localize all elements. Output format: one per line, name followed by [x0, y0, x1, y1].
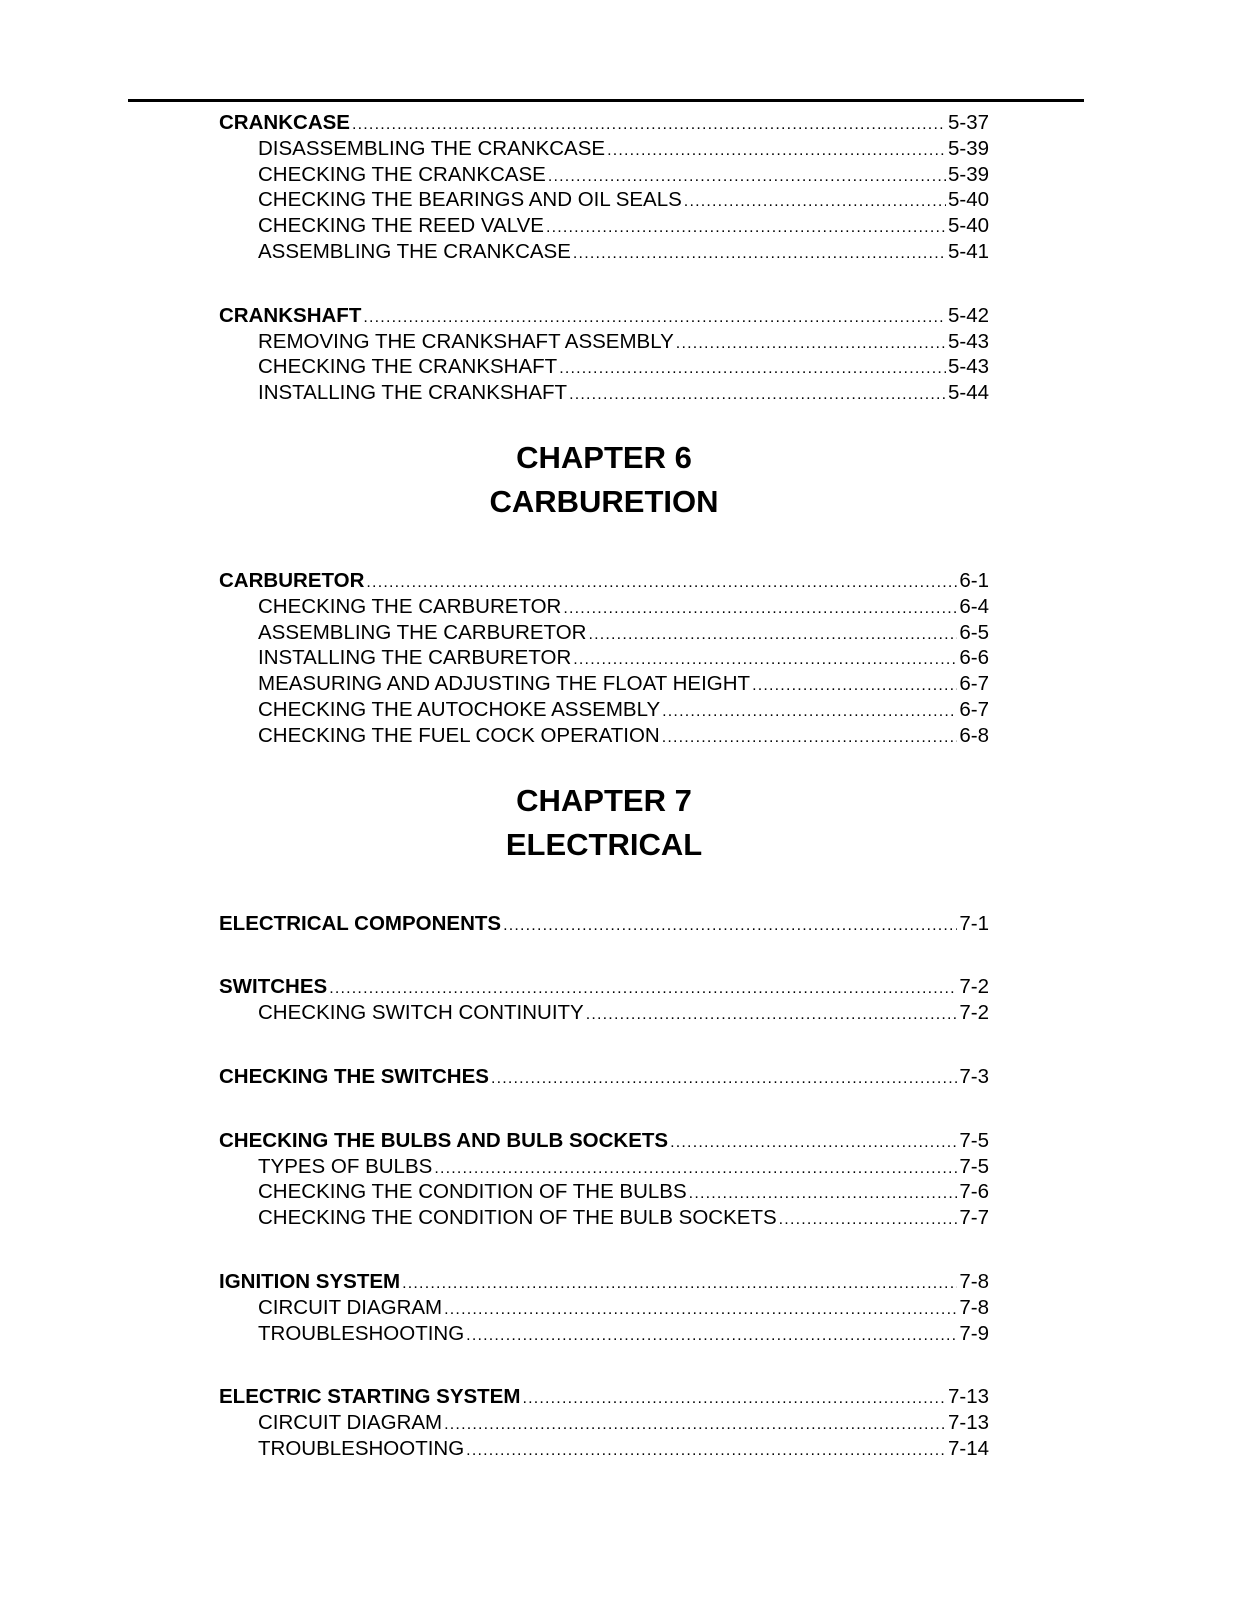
entry-page-number: 5-40 — [947, 214, 989, 238]
entry-page-number: 7-5 — [959, 1154, 989, 1178]
entry-page-number: 6-7 — [959, 697, 989, 721]
dot-leader — [676, 331, 946, 357]
entry-title: CHECKING THE BULBS AND BULB SOCKETS — [219, 1128, 669, 1152]
toc-entry[interactable] — [219, 213, 989, 239]
toc-entry[interactable] — [219, 1410, 989, 1436]
toc-section-heading[interactable] — [219, 1128, 989, 1154]
entry-title: CHECKING THE AUTOCHOKE ASSEMBLY — [258, 697, 661, 721]
dot-leader — [548, 164, 946, 190]
dot-leader — [573, 647, 957, 673]
entry-page-number: 6-8 — [959, 723, 989, 747]
toc-entry[interactable] — [219, 239, 989, 265]
entry-page-number: 7-8 — [959, 1269, 989, 1293]
dot-leader — [363, 305, 946, 331]
dot-leader — [662, 725, 958, 751]
toc-section — [219, 1128, 989, 1231]
dot-leader — [670, 1130, 957, 1156]
dot-leader — [522, 1386, 946, 1412]
chapter6-heading — [219, 436, 989, 524]
entry-title: ELECTRICAL COMPONENTS — [219, 911, 502, 935]
entry-page-number: 6-6 — [959, 646, 989, 670]
toc-entry[interactable] — [219, 162, 989, 188]
entry-page-number: 7-2 — [959, 975, 989, 999]
toc-entry[interactable] — [219, 136, 989, 162]
entry-page-number: 7-14 — [947, 1436, 989, 1460]
dot-leader — [329, 976, 957, 1002]
dot-leader — [569, 382, 946, 408]
toc-section — [219, 974, 989, 1026]
entry-title: CHECKING THE CRANKCASE — [258, 162, 546, 186]
entry-page-number: 7-6 — [959, 1180, 989, 1204]
dot-leader — [466, 1323, 957, 1349]
toc-chapter6 — [219, 568, 989, 749]
section-gap — [219, 1026, 989, 1064]
dot-leader — [352, 112, 946, 138]
dot-leader — [586, 1002, 958, 1028]
toc-section-heading[interactable] — [219, 974, 989, 1000]
entry-page-number: 6-4 — [959, 594, 989, 618]
entry-page-number: 5-39 — [947, 162, 989, 186]
dot-leader — [607, 138, 946, 164]
entry-page-number: 7-13 — [947, 1411, 989, 1435]
toc-section — [219, 1269, 989, 1346]
entry-title: TROUBLESHOOTING — [258, 1436, 465, 1460]
dot-leader — [779, 1207, 958, 1233]
chapter-title: ELECTRICAL — [505, 826, 703, 862]
dot-leader — [444, 1297, 957, 1323]
entry-title: ELECTRIC STARTING SYSTEM — [219, 1385, 521, 1409]
toc-entry[interactable] — [219, 1000, 989, 1026]
entry-title: SWITCHES — [219, 975, 328, 999]
dot-leader — [588, 622, 957, 648]
toc-chapter7 — [219, 911, 989, 1462]
section-gap — [219, 265, 989, 303]
toc-section — [219, 911, 989, 937]
entry-title: ASSEMBLING THE CRANKCASE — [258, 239, 571, 263]
entry-page-number: 6-1 — [959, 568, 989, 592]
entry-title: CHECKING THE CONDITION OF THE BULB SOCKETS — [258, 1206, 777, 1230]
entry-title: DISASSEMBLING THE CRANKCASE — [258, 136, 606, 160]
dot-leader — [752, 673, 957, 699]
toc-entry[interactable] — [219, 671, 989, 697]
toc-section — [219, 1064, 989, 1090]
chapter-number: CHAPTER 6 — [516, 439, 692, 475]
entry-title: CIRCUIT DIAGRAM — [258, 1411, 443, 1435]
entry-page-number: 5-44 — [947, 381, 989, 405]
toc-entry[interactable] — [219, 1205, 989, 1231]
entry-page-number: 7-1 — [959, 911, 989, 935]
entry-page-number: 5-40 — [947, 188, 989, 212]
toc-section-heading[interactable] — [219, 568, 989, 594]
toc-entry[interactable] — [219, 697, 989, 723]
section-gap — [219, 1090, 989, 1128]
toc-section-heading[interactable] — [219, 1269, 989, 1295]
entry-title: CHECKING THE CONDITION OF THE BULBS — [258, 1180, 687, 1204]
entry-page-number: 7-8 — [959, 1295, 989, 1319]
toc-entry[interactable] — [219, 1179, 989, 1205]
entry-title: INSTALLING THE CRANKSHAFT — [258, 381, 568, 405]
toc-section-heading[interactable] — [219, 110, 989, 136]
dot-leader — [434, 1156, 957, 1182]
entry-title: REMOVING THE CRANKSHAFT ASSEMBLY — [258, 329, 674, 353]
chapter7-heading — [219, 779, 989, 867]
dot-leader — [684, 189, 946, 215]
entry-title: CHECKING THE REED VALVE — [258, 214, 544, 238]
chapter-title: CARBURETION — [489, 483, 719, 519]
entry-title: CHECKING THE SWITCHES — [219, 1064, 489, 1088]
entry-title: CHECKING THE CARBURETOR — [258, 594, 562, 618]
toc-chapter5-continued — [219, 110, 989, 406]
entry-page-number: 7-7 — [959, 1206, 989, 1230]
dot-leader — [573, 241, 946, 267]
entry-page-number: 7-2 — [959, 1001, 989, 1025]
toc-entry[interactable] — [219, 1154, 989, 1180]
toc-section — [219, 568, 989, 749]
section-gap — [219, 1231, 989, 1269]
entry-title: TROUBLESHOOTING — [258, 1321, 465, 1345]
dot-leader — [559, 356, 946, 382]
toc-section — [219, 110, 989, 265]
dot-leader — [546, 215, 946, 241]
entry-page-number: 5-43 — [947, 329, 989, 353]
toc-entry[interactable] — [219, 1321, 989, 1347]
entry-page-number: 7-3 — [959, 1064, 989, 1088]
toc-entry[interactable] — [219, 620, 989, 646]
entry-page-number: 5-42 — [947, 303, 989, 327]
toc-entry[interactable] — [219, 187, 989, 213]
dot-leader — [466, 1438, 946, 1464]
dot-leader — [662, 699, 957, 725]
table-of-contents — [219, 110, 989, 1462]
toc-entry[interactable] — [219, 1295, 989, 1321]
section-gap — [219, 936, 989, 974]
entry-title: CHECKING THE BEARINGS AND OIL SEALS — [258, 188, 682, 212]
toc-section — [219, 1384, 989, 1461]
entry-page-number: 5-41 — [947, 239, 989, 263]
toc-entry[interactable] — [219, 329, 989, 355]
entry-page-number: 7-5 — [959, 1128, 989, 1152]
entry-title: CIRCUIT DIAGRAM — [258, 1295, 443, 1319]
entry-title: CRANKCASE — [219, 111, 350, 134]
toc-entry[interactable] — [219, 645, 989, 671]
entry-page-number: 5-43 — [947, 355, 989, 379]
entry-title: TYPES OF BULBS — [258, 1154, 433, 1178]
toc-entry[interactable] — [219, 594, 989, 620]
entry-page-number: 7-13 — [947, 1385, 989, 1409]
entry-title: ASSEMBLING THE CARBURETOR — [258, 620, 587, 644]
dot-leader — [402, 1271, 957, 1297]
entry-page-number: 6-7 — [959, 672, 989, 696]
entry-title: CRANKSHAFT — [219, 303, 362, 327]
header-rule — [128, 99, 1084, 102]
dot-leader — [503, 913, 957, 939]
entry-page-number: 6-5 — [959, 620, 989, 644]
entry-title: CHECKING SWITCH CONTINUITY — [258, 1001, 584, 1025]
toc-section-heading[interactable] — [219, 1384, 989, 1410]
toc-entry[interactable] — [219, 354, 989, 380]
chapter-number: CHAPTER 7 — [516, 782, 692, 818]
toc-entry[interactable] — [219, 1436, 989, 1462]
toc-entry[interactable] — [219, 723, 989, 749]
toc-section — [219, 303, 989, 406]
entry-title: CHECKING THE CRANKSHAFT — [258, 355, 558, 379]
dot-leader — [491, 1066, 957, 1092]
entry-page-number: 5-37 — [947, 111, 989, 134]
entry-page-number: 5-39 — [947, 136, 989, 160]
toc-section-heading[interactable] — [219, 303, 989, 329]
toc-section-heading[interactable] — [219, 911, 989, 937]
entry-title: CHECKING THE FUEL COCK OPERATION — [258, 723, 660, 747]
entry-title: CARBURETOR — [219, 568, 365, 592]
entry-title: INSTALLING THE CARBURETOR — [258, 646, 572, 670]
dot-leader — [366, 570, 957, 596]
dot-leader — [444, 1412, 946, 1438]
dot-leader — [689, 1181, 958, 1207]
entry-title: IGNITION SYSTEM — [219, 1269, 401, 1293]
toc-entry[interactable] — [219, 380, 989, 406]
entry-title: MEASURING AND ADJUSTING THE FLOAT HEIGHT — [258, 672, 751, 696]
toc-section-heading[interactable] — [219, 1064, 989, 1090]
entry-page-number: 7-9 — [959, 1321, 989, 1345]
section-gap — [219, 1346, 989, 1384]
dot-leader — [563, 596, 957, 622]
